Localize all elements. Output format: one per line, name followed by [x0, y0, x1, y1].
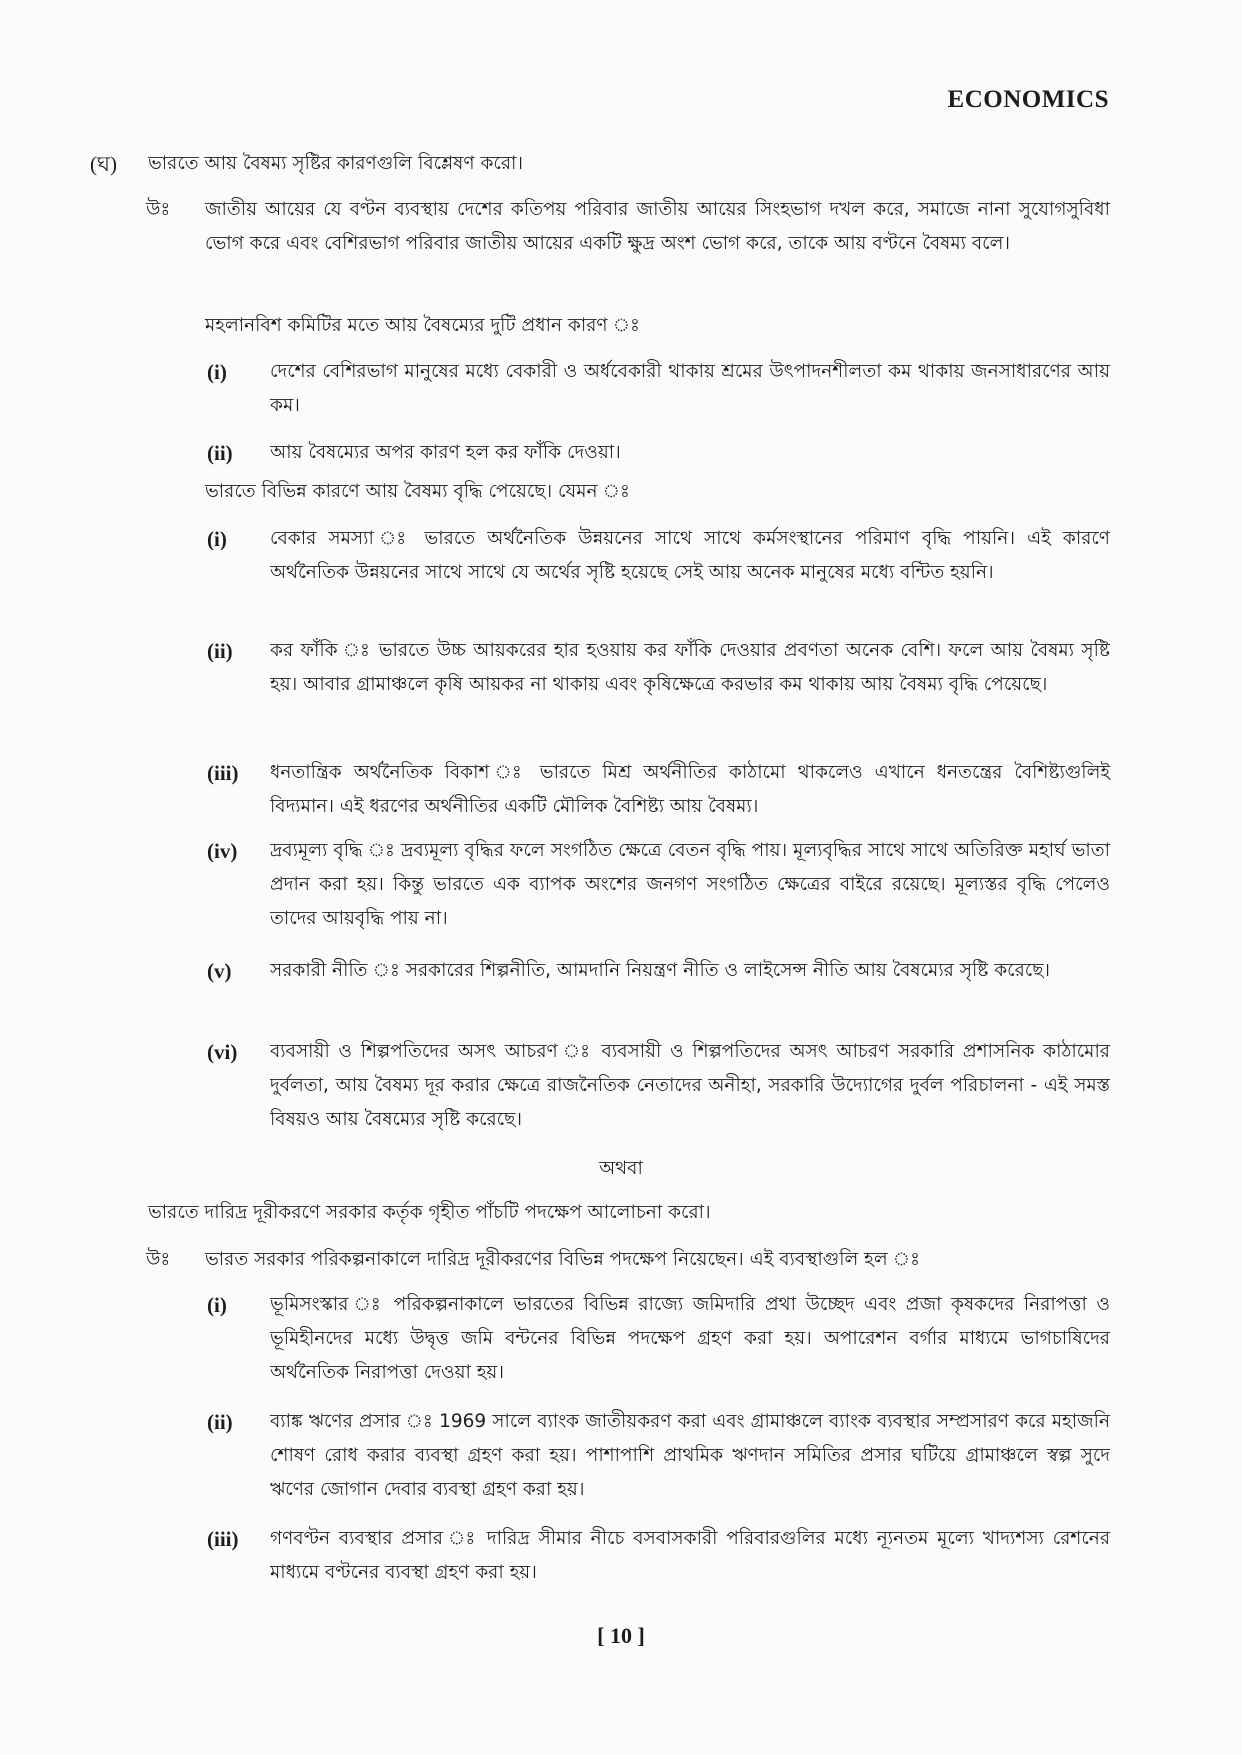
reason-text: দ্রব্যমূল্য বৃদ্ধি ঃ দ্রব্যমূল্য বৃদ্ধির ফলে সংগঠিত ক্ষেত্রে বেতন বৃদ্ধি পায়। মূল্যবৃদ্ধির সাথে সাথে অতিরিক্ত মহার্ঘ ভাতা প্রদান করা হয়। কিন্তু ভারতে এক ব্যাপক অংশের জনগণ সংগঠিত ক্ষেত্রের বাইরে রয়েছে। মূল্যস্তর বৃদ্ধি পেলেও তাদের আয়বৃদ্ধি পায় না।: [270, 840, 1110, 929]
answer-intro: জাতীয় আয়ের যে বণ্টন ব্যবস্থায় দেশের কতিপয় পরিবার জাতীয় আয়ের সিংহভাগ দখল করে, সমাজে নানা সুযোগসুবিধা ভোগ করে এবং বেশিরভাগ পরিবার জাতীয় আয়ের একটি ক্ষুদ্র অংশ ভোগ করে, তাকে আয় বণ্টনে বৈষম্য বলে।: [205, 199, 1110, 254]
measure-label: (iii): [207, 1527, 239, 1551]
measure-text: ভূমিসংস্কার ঃ পরিকল্পনাকালে ভারতের বিভিন্ন রাজ্যে জমিদারি প্রথা উচ্ছেদ এবং প্রজা কৃষকদের নিরাপত্তা ও ভূমিহীনদের মধ্যে উদ্বৃত্ত জমি বন্টনের বিভিন্ন পদক্ষেপ গ্রহণ করা হয়। অপারেশন বর্গার মাধ্যমে ভাগচাষিদের অর্থনৈতিক নিরাপত্তা দেওয়া হয়।: [270, 1294, 1110, 1383]
reason-text: কর ফাঁকি ঃ ভারতে উচ্চ আয়করের হার হওয়ায় কর ফাঁকি দেওয়ার প্রবণতা অনেক বেশি। ফলে আয় বৈষম্য সৃষ্টি হয়। আবার গ্রামাঞ্চলে কৃষি আয়কর না থাকায় এবং কৃষিক্ষেত্রে করভার কম থাকায় আয় বৈষম্য বৃদ্ধি পেয়েছে।: [270, 640, 1110, 695]
reason-text: বেকার সমস্যা ঃ ভারতে অর্থনৈতিক উন্নয়নের সাথে সাথে কর্মসংস্থানের পরিমাণ বৃদ্ধি পায়নি। এই কারণে অর্থনৈতিক উন্নয়নের সাথে সাথে যে অর্থের সৃষ্টি হয়েছে সেই আয় অনেক মানুষের মধ্যে বন্টিত হয়নি।: [270, 528, 1110, 583]
measure-label: (ii): [207, 1410, 233, 1434]
reasons-heading: ভারতে বিভিন্ন কারণে আয় বৈষম্য বৃদ্ধি পেয়েছে। যেমন ঃ: [205, 481, 630, 502]
measure-text: ব্যাঙ্ক ঋণের প্রসার ঃ 1969 সালে ব্যাংক জাতীয়করণ করা এবং গ্রামাঞ্চলে ব্যাংক ব্যবস্থার সম্প্রসারণ করে মহাজনি শোষণ রোধ করার ব্যবস্থা গ্রহণ করা হয়। পাশাপাশি প্রাথমিক ঋণদান সমিতির প্রসার ঘটিয়ে গ্রামাঞ্চলে স্বল্প সুদে ঋণের জোগান দেবার ব্যবস্থা গ্রহণ করা হয়।: [270, 1411, 1110, 1500]
reason-label: (vi): [207, 1040, 238, 1064]
measure-label: (i): [207, 1293, 227, 1317]
reason-label: (ii): [207, 639, 233, 663]
answer-intro: ভারত সরকার পরিকল্পনাকালে দারিদ্র দূরীকরণের বিভিন্ন পদক্ষেপ নিয়েছেন। এই ব্যবস্থাগুলি হল ঃ: [205, 1249, 920, 1270]
reason-label: (iv): [207, 839, 238, 863]
committee-point-text: দেশের বেশিরভাগ মানুষের মধ্যে বেকারী ও অর্ধবেকারী থাকায় শ্রমের উৎপাদনশীলতা কম থাকায় জনসাধারণের আয় কম।: [270, 361, 1110, 416]
subject-header: ECONOMICS: [947, 86, 1109, 113]
measure-text: গণবণ্টন ব্যবস্থার প্রসার ঃ দারিদ্র সীমার নীচে বসবাসকারী পরিবারগুলির মধ্যে ন্যূনতম মূল্যে খাদ্যশস্য রেশনের মাধ্যমে বণ্টনের ব্যবস্থা গ্রহণ করা হয়।: [270, 1528, 1110, 1583]
answer-label: উঃ: [146, 199, 171, 220]
reason-text: ধনতান্ত্রিক অর্থনৈতিক বিকাশ ঃ ভারতে মিশ্র অর্থনীতির কাঠামো থাকলেও এখানে ধনতন্ত্রের বৈশিষ্ট্যগুলিই বিদ্যমান। এই ধরণের অর্থনীতির একটি মৌলিক বৈশিষ্ট্য আয় বৈষম্য।: [270, 762, 1110, 817]
committee-heading: মহলানবিশ কমিটির মতে আয় বৈষম্যের দুটি প্রধান কারণ ঃ: [205, 315, 640, 336]
page-number: [ 10 ]: [597, 1623, 645, 1648]
reason-label: (i): [207, 527, 227, 551]
reason-label: (iii): [207, 761, 239, 785]
committee-point-label: (ii): [207, 441, 233, 465]
reason-text: ব্যবসায়ী ও শিল্পপতিদের অসৎ আচরণ ঃ ব্যবসায়ী ও শিল্পপতিদের অসৎ আচরণ সরকারি প্রশাসনিক কাঠামোর দুর্বলতা, আয় বৈষম্য দূর করার ক্ষেত্রে রাজনৈতিক নেতাদের অনীহা, সরকারি উদ্যোগের দুর্বল পরিচালনা - এই সমস্ত বিষয়ও আয় বৈষম্যের সৃষ্টি করেছে।: [270, 1041, 1110, 1130]
question-text: ভারতে দারিদ্র দূরীকরণে সরকার কর্তৃক গৃহীত পাঁচটি পদক্ষেপ আলোচনা করো।: [148, 1202, 711, 1223]
committee-point-label: (i): [207, 360, 227, 384]
reason-label: (v): [207, 959, 232, 983]
answer-label: উঃ: [146, 1249, 171, 1270]
question-text: ভারতে আয় বৈষম্য সৃষ্টির কারণগুলি বিশ্লেষণ করো।: [148, 153, 523, 174]
or-separator: অথবা: [599, 1158, 643, 1179]
committee-point-text: আয় বৈষম্যের অপর কারণ হল কর ফাঁকি দেওয়া।: [270, 442, 621, 463]
reason-text: সরকারী নীতি ঃ সরকারের শিল্পনীতি, আমদানি নিয়ন্ত্রণ নীতি ও লাইসেন্স নীতি আয় বৈষম্যের সৃষ্টি করেছে।: [270, 960, 1051, 981]
question-label: (ঘ): [90, 152, 117, 176]
